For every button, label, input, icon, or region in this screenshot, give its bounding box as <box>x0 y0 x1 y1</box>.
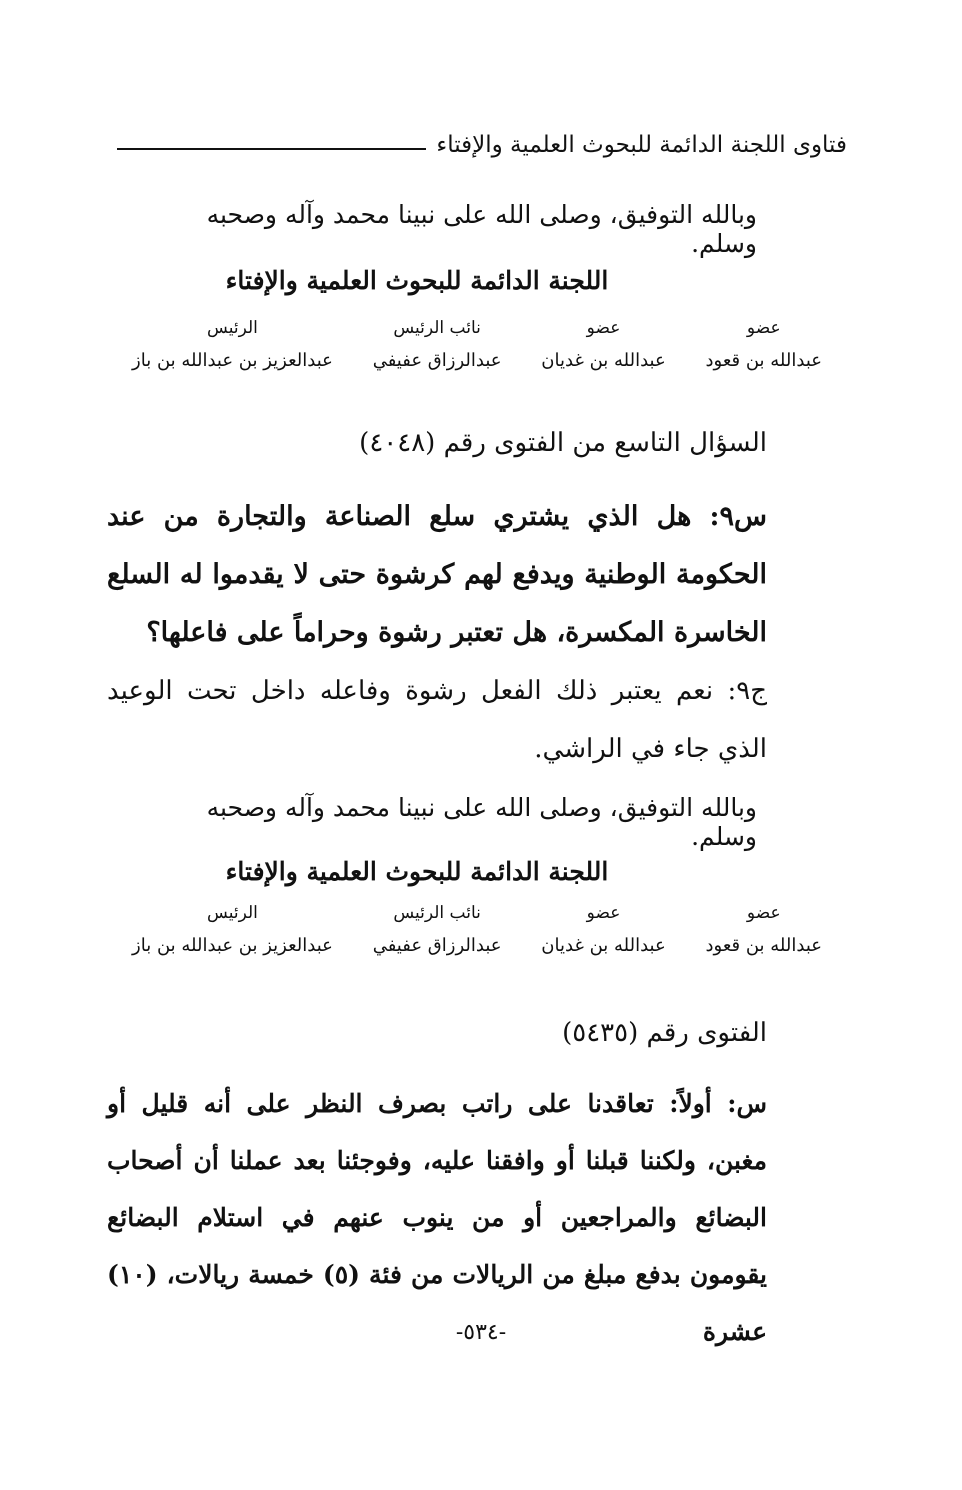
signature-member-1 <box>706 903 822 956</box>
committee-name: اللجنة الدائمة للبحوث العلمية والإفتاء <box>225 857 609 886</box>
signature-vice-president <box>373 318 502 371</box>
fatwa-heading: السؤال التاسع من الفتوى رقم (٤٠٤٨) <box>359 428 767 458</box>
signature-role: عضو <box>746 318 781 338</box>
signature-role: الرئيس <box>207 318 258 338</box>
signature-name: عبدالرزاق عفيفي <box>372 935 502 956</box>
signature-role: عضو <box>586 318 621 338</box>
signature-name: عبدالله بن غديان <box>541 350 666 371</box>
header-rule <box>117 148 426 150</box>
signature-member-1 <box>706 318 822 371</box>
page-number: -٥٣٤- <box>455 1320 507 1345</box>
question-paragraph: س٩: هل الذي يشتري سلع الصناعة والتجارة من عند الحكومة الوطنية ويدفع لهم كرشوة حتى لا يقدموا له السلع الخاسرة المكسرة، هل تعتبر رشوة وحراماً على فاعلها؟ <box>107 501 767 648</box>
signature-role: نائب الرئيس <box>393 318 481 338</box>
signature-vice-president <box>373 903 502 956</box>
signature-name: عبدالرزاق عفيفي <box>372 350 502 371</box>
question-paragraph: س: أولاً: تعاقدنا على راتب بصرف النظر على أنه قليل أو مغبن، ولكننا قبلنا أو وافقنا عليه، وفوجئنا بعد عملنا أن أصحاب البضائع والمراجعين أو من ينوب عنهم في استلام البضائع يقومون بدفع مبلغ من الريالات من فئة (٥) خمسة ريالات، (١٠) عشرة <box>107 1089 768 1346</box>
closing-formula: وبالله التوفيق، وصلى الله على نبينا محمد وآله وصحبه وسلم. <box>206 793 757 851</box>
signature-block <box>132 903 822 956</box>
signature-name: عبدالعزيز بن عبدالله بن باز <box>132 350 333 371</box>
signature-role: الرئيس <box>207 903 258 923</box>
signature-name: عبدالله بن قعود <box>705 350 822 371</box>
signature-name: عبدالعزيز بن عبدالله بن باز <box>132 935 333 956</box>
fatwa-heading: الفتوى رقم (٥٤٣٥) <box>562 1018 767 1048</box>
committee-name: اللجنة الدائمة للبحوث العلمية والإفتاء <box>225 266 609 295</box>
signature-role: نائب الرئيس <box>393 903 481 923</box>
closing-formula: وبالله التوفيق، وصلى الله على نبينا محمد وآله وصحبه وسلم. <box>206 200 757 258</box>
running-header-title: فتاوى اللجنة الدائمة للبحوث العلمية والإفتاء <box>436 132 847 158</box>
signature-president <box>132 318 333 371</box>
signature-role: عضو <box>586 903 621 923</box>
signature-block <box>132 318 822 371</box>
signature-name: عبدالله بن قعود <box>705 935 822 956</box>
signature-member-2 <box>541 903 665 956</box>
signature-name: عبدالله بن غديان <box>541 935 666 956</box>
signature-member-2 <box>541 318 665 371</box>
answer-paragraph: ج٩: نعم يعتبر ذلك الفعل رشوة وفاعله داخل تحت الوعيد الذي جاء في الراشي. <box>107 676 767 764</box>
running-header <box>117 132 847 158</box>
signature-president <box>132 903 333 956</box>
signature-role: عضو <box>746 903 781 923</box>
